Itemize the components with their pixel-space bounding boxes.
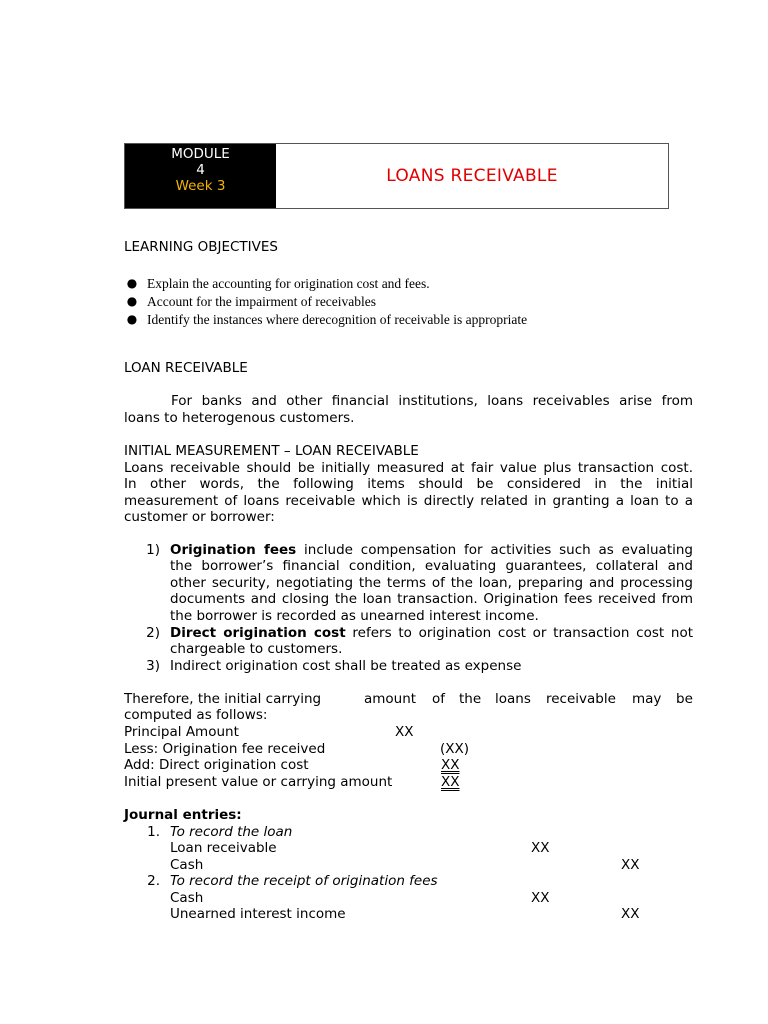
- therefore-text: Therefore, the initial carrying: [124, 691, 322, 707]
- week-label: Week 3: [175, 178, 226, 194]
- journal-credit-account: Unearned interest income: [170, 906, 346, 922]
- journal-entry-title: To record the receipt of origination fees: [170, 873, 438, 889]
- list-item-line: chargeable to customers.: [170, 641, 343, 657]
- objective-item: Identify the instances where derecognition of receivable is appropriate: [147, 312, 528, 327]
- list-item-line: other security, negotiating the terms of the loan, preparing and processing: [170, 575, 693, 591]
- therefore-word: loans: [495, 691, 531, 707]
- list-term: Origination fees: [170, 542, 297, 558]
- journal-entry-title: To record the loan: [170, 824, 293, 840]
- list-number: 1): [146, 542, 160, 558]
- computation-value: XX: [441, 774, 460, 790]
- module-header: [124, 143, 669, 209]
- therefore-word: amount: [364, 691, 417, 707]
- bullet-icon: ●: [126, 312, 138, 326]
- list-number: 3): [146, 658, 160, 674]
- journal-debit-value: XX: [531, 840, 550, 856]
- journal-entry-number: 1.: [147, 824, 160, 840]
- therefore-word: be: [676, 691, 693, 707]
- objective-item: Account for the impairment of receivables: [147, 294, 377, 309]
- computation-value: (XX): [440, 741, 470, 757]
- module-number: 4: [196, 162, 205, 178]
- list-number: 2): [146, 625, 160, 641]
- loan-receivable-paragraph-line: loans to heterogenous customers.: [124, 410, 355, 426]
- list-term: Direct origination cost: [170, 625, 346, 641]
- initial-paragraph-line: measurement of loans receivable which is directly related in granting a loan to a: [124, 493, 693, 509]
- initial-measurement-heading: INITIAL MEASUREMENT – LOAN RECEIVABLE: [124, 443, 419, 459]
- journal-debit-account: Loan receivable: [170, 840, 277, 856]
- list-item-line: documents and closing the loan transaction. Origination fees received from: [170, 591, 693, 607]
- computation-label: Add: Direct origination cost: [124, 757, 309, 773]
- computation-label: Principal Amount: [124, 724, 239, 740]
- therefore-text: computed as follows:: [124, 707, 268, 723]
- module-title: LOANS RECEIVABLE: [386, 166, 558, 186]
- list-item-line: Indirect origination cost shall be treated as expense: [170, 658, 522, 674]
- list-item-line: Direct origination cost refers to origination cost or transaction cost not: [170, 625, 693, 641]
- initial-paragraph-line: customer or borrower:: [124, 509, 275, 525]
- computation-label: Initial present value or carrying amount: [124, 774, 393, 790]
- journal-credit-value: XX: [621, 857, 640, 873]
- journal-credit-account: Cash: [170, 857, 204, 873]
- journal-debit-value: XX: [531, 890, 550, 906]
- bullet-icon: ●: [126, 294, 138, 308]
- computation-label: Less: Origination fee received: [124, 741, 326, 757]
- journal-entry-number: 2.: [147, 873, 160, 889]
- journal-heading: Journal entries:: [124, 807, 242, 823]
- module-badge: [125, 144, 276, 208]
- therefore-word: receivable: [546, 691, 616, 707]
- therefore-word: of: [432, 691, 446, 707]
- journal-credit-value: XX: [621, 906, 640, 922]
- computation-value: XX: [395, 724, 414, 740]
- module-label: MODULE: [171, 146, 230, 162]
- bullet-icon: ●: [126, 276, 138, 290]
- list-item-line: the borrower is recorded as unearned interest income.: [170, 608, 539, 624]
- objective-item: Explain the accounting for origination cost and fees.: [147, 276, 430, 291]
- objectives-heading: LEARNING OBJECTIVES: [124, 239, 278, 255]
- therefore-word: the: [459, 691, 482, 707]
- loan-receivable-heading: LOAN RECEIVABLE: [124, 360, 248, 376]
- list-item-line: the borrower’s financial condition, evaluating guarantees, collateral and: [170, 558, 693, 574]
- initial-paragraph-line: In other words, the following items should be considered in the initial: [124, 476, 693, 492]
- initial-paragraph-line: Loans receivable should be initially measured at fair value plus transaction cost.: [124, 460, 693, 476]
- list-item-line: Origination fees include compensation for activities such as evaluating: [170, 542, 693, 558]
- therefore-word: may: [632, 691, 662, 707]
- computation-value: XX: [441, 757, 460, 773]
- loan-receivable-paragraph-line: For banks and other financial institutions, loans receivables arise from: [171, 393, 693, 409]
- journal-debit-account: Cash: [170, 890, 204, 906]
